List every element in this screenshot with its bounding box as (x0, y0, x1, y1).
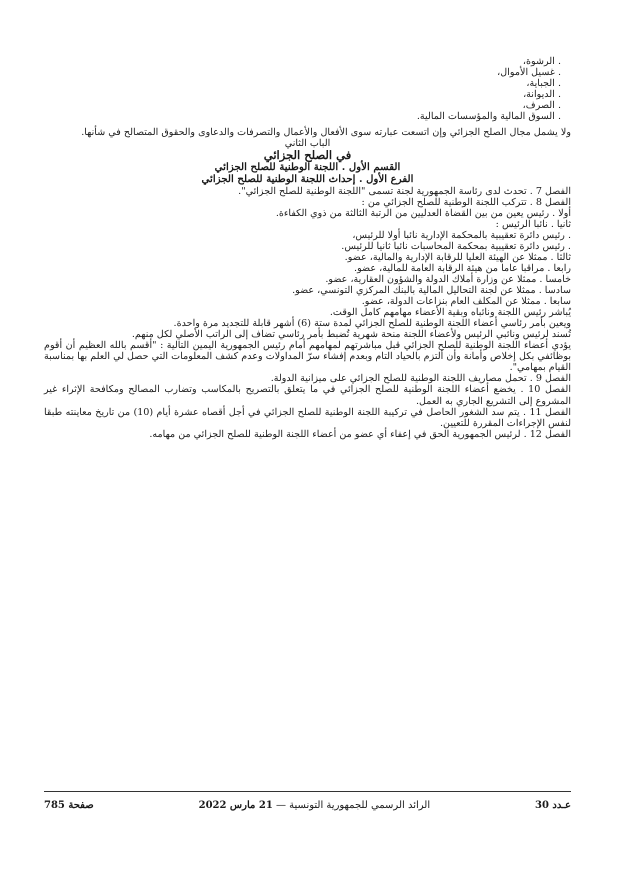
member-item: ثالثا . ممثلا عن الهيئة العليا للرقابة الإدارية والمالية، عضو. (344, 252, 571, 264)
chapter-title: في الصلح الجزائي (263, 148, 352, 163)
oath-paragraph: يؤدي أعضاء اللجنة الوطنية للصلح الجزائي قبل مباشرتهم لمهامهم أمام رئيس الجمهورية اليمين التالية : "أقسم بالله العظيم أن أقوم بوظائفي بكل إخلاص وأمانة وأن ألتزم بالحياد التام وبعدم إفشاء سرّ المداولات وعدم كشف المعلومات التي حصل لي العلم بها بمناسبة القيام بمهامي". (44, 340, 571, 374)
vice-president-item: . رئيس دائرة تعقيبية بالمحكمة الإدارية نائبا أولا للرئيس، (352, 230, 571, 242)
fulltime-paragraph: يُباشر رئيس اللجنة ونائباه وبقية الأعضاء مهامهم كامل الوقت. (329, 307, 571, 319)
list-item: . الديوانة، (523, 89, 561, 101)
vice-president-item: . رئيس دائرة تعقيبية بمحكمة المحاسبات نائبا ثانيا للرئيس. (341, 241, 571, 253)
list-item: . الرشوة، (522, 56, 561, 67)
member-item: سادسا . ممثلا عن لجنة التحاليل المالية بالبنك المركزي التونسي، عضو. (292, 285, 571, 297)
article-7: الفصل 7 . تحدث لدى رئاسة الجمهورية لجنة تسمى "اللجنة الوطنية للصلح الجزائي". (238, 185, 571, 197)
gazette-info (199, 800, 431, 811)
appointment-paragraph: ويعين بأمر رئاسي أعضاء اللجنة الوطنية للصلح الجزائي لمدة ستة (6) أشهر قابلة للتجديد مرة واحدة. (173, 318, 571, 330)
member-item: خامسا . ممثلا عن وزارة أملاك الدولة والشؤون العقارية، عضو. (325, 274, 571, 286)
page-body (44, 56, 571, 440)
member-second-label: ثانيا . نائبا الرئيس : (495, 219, 571, 230)
section-heading: القسم الأول . اللجنة الوطنية للصلح الجزائي (214, 161, 401, 174)
grant-paragraph: تُسند لرئيس ونائبي الرئيس ولأعضاء اللجنة منحة شهرية تُضبط بأمر رئاسي تضاف إلى الراتب الأصلي لكل منهم. (131, 329, 571, 341)
scope-paragraph: ولا يشمل مجال الصلح الجزائي وإن اتسعت عبارته سوى الأفعال والأعمال والتصرفات والدعاوى والحقوق المتصالح في شأنها. (81, 127, 571, 139)
issue-number: عـدد 30 (534, 800, 571, 811)
member-item: سابعا . ممثلا عن المكلف العام بنزاعات الدولة، عضو. (361, 296, 571, 308)
page-number: صفحة 785 (44, 800, 94, 811)
list-item: . غسيل الأموال، (497, 67, 561, 79)
article-9: الفصل 9 . تحمل مصاريف اللجنة الوطنية للصلح الجزائي على ميزانية الدولة. (270, 373, 571, 385)
gazette-name: الرائد الرسمي للجمهورية التونسية — (275, 800, 431, 811)
article-11: الفصل 11 . يتم سد الشغور الحاصل في تركيبة اللجنة الوطنية للصلح الجزائي في أجل أقصاه عشرة أيام (10) من تاريخ معاينته طبقا لنفس الإجراءات المقررة للتعيين. (44, 406, 572, 429)
list-item: . الصرف، (522, 100, 561, 112)
issue-date: 21 مارس 2022 (198, 800, 273, 811)
article-8: الفصل 8 . تتركب اللجنة الوطنية للصلح الجزائي من : (361, 196, 571, 208)
article-10: الفصل 10 . يخضع أعضاء اللجنة الوطنية للصلح الجزائي في ما يتعلق بالتصريح بالمكاسب وتضارب المصالح ومكافحة الإثراء غير المشروع إلى التشريع الجاري به العمل. (44, 384, 571, 407)
chapter-number: الباب الثاني (284, 138, 331, 150)
member-first: أولا . رئيس يعين من بين القضاة العدليين من الرتبة الثالثة من ذوي الكفاءة. (275, 207, 571, 219)
list-item: . السوق المالية والمؤسسات المالية. (416, 111, 561, 123)
list-item: . الجباية، (526, 78, 561, 90)
page-footer (44, 791, 571, 811)
subsection-heading: الفرع الأول . إحداث اللجنة الوطنية للصلح الجزائي (201, 173, 414, 186)
article-12: الفصل 12 . لرئيس الجمهورية الحق في إعفاء أي عضو من أعضاء اللجنة الوطنية للصلح الجزائي من مهامه. (149, 428, 571, 440)
member-item: رابعا . مراقبا عاما من هيئة الرقابة العامة للمالية، عضو. (354, 263, 571, 275)
